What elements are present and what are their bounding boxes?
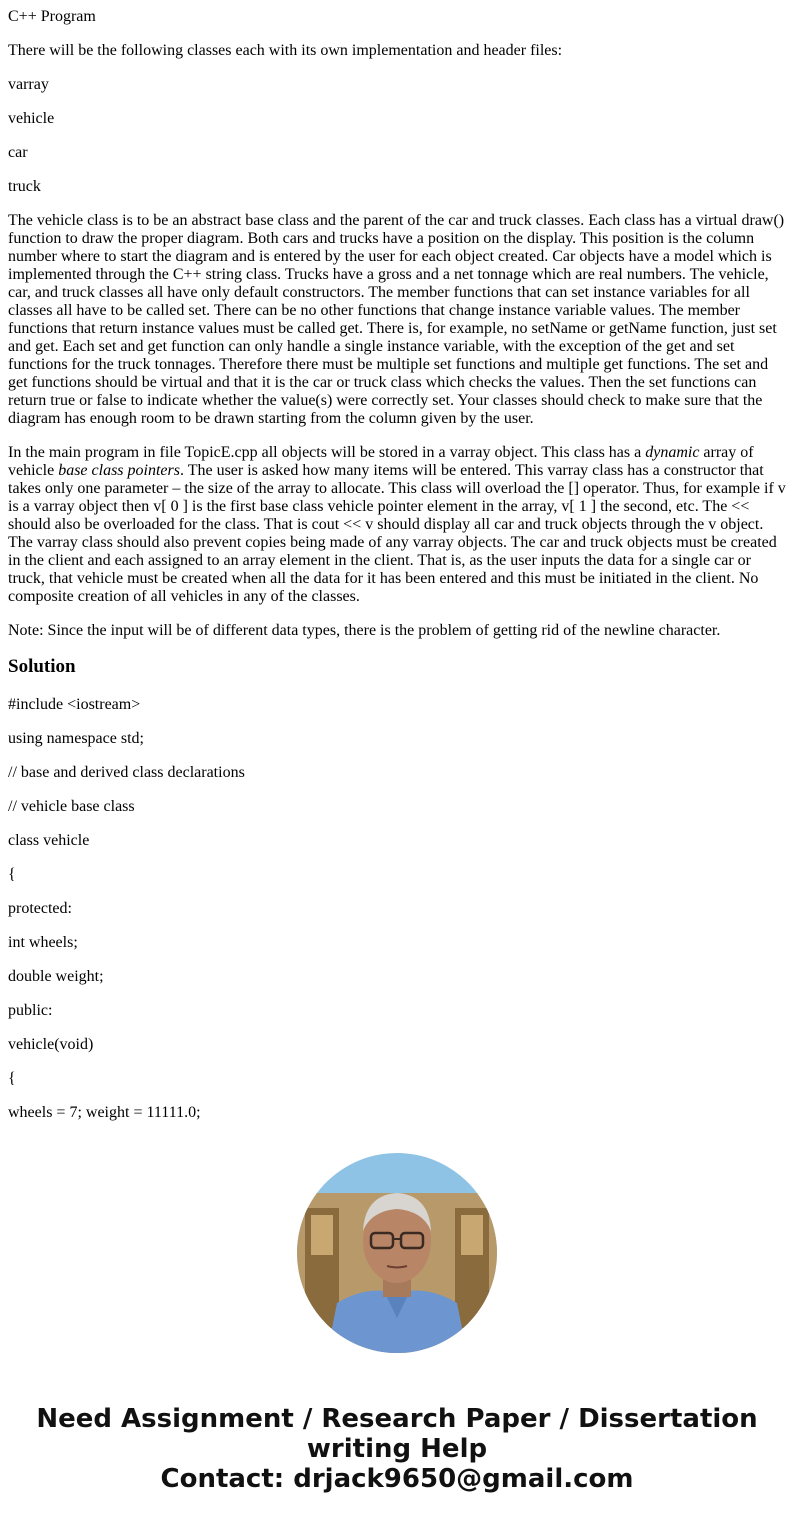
code-line: int wheels; [8,934,78,951]
tutor-portrait-icon [297,1153,497,1353]
requirements-paragraph-1: The vehicle class is to be an abstract base class and the parent of the car and truck classes. Each class has a virtual draw() function to draw the proper diagram. Both cars and trucks have a position on the display. This position is the column number where to start the diagram and is entered by the user for each object created. Car objects have a model which is implemented through the C++ string class. Trucks have a gross and a net tonnage which are real numbers. The vehicle, car, and truck classes all have only default constructors. The member functions that can set instance variables for all classes all have to be called set. There can be no other functions that change instance variable values. The member functions that return instance values must be called get. There is, for example, no setName or getName function, just set and get. Each set and get function can only handle a single instance variable, with the exception of the get and set functions for the truck tonnages. Therefore there must be multiple set functions and multiple get functions. The set and get functions should be virtual and that it is the car or truck class which checks the values. Then the set functions can return true or false to indicate whether the value(s) were correctly set. Your classes should check to make sure that the diagram has enough room to be drawn starting from the column given by the user. [8,212,785,427]
promo-banner-line-1: Need Assignment / Research Paper / Dissertation [36,1404,758,1434]
class-name-truck: truck [8,178,41,195]
code-line: double weight; [8,968,104,985]
tutor-avatar [297,1153,497,1353]
code-line: protected: [8,900,72,917]
input-note: Note: Since the input will be of different data types, there is the problem of getting rid of the newline character. [8,622,721,639]
promo-banner-contact: Contact: drjack9650@gmail.com [160,1464,634,1494]
p2-text-1: In the main program in file TopicE.cpp all objects will be stored in a varray object. This class has a [8,444,646,461]
p2-emphasis-pointers: base class pointers [58,462,180,479]
document-content [8,8,786,1138]
question-intro: There will be the following classes each with its own implementation and header files: [8,42,563,59]
code-line: // vehicle base class [8,798,135,815]
code-line: // base and derived class declarations [8,764,245,781]
class-name-varray: varray [8,76,49,93]
code-line: #include <iostream> [8,696,141,713]
promo-banner-line-2: writing Help [306,1434,488,1464]
code-line: { [8,866,16,883]
p2-emphasis-dynamic: dynamic [645,444,700,461]
question-title: C++ Program [8,8,96,25]
promo-banner [0,1404,794,1494]
solution-heading: Solution [8,656,76,677]
requirements-paragraph-2 [8,444,786,606]
class-name-car: car [8,144,28,161]
code-line: class vehicle [8,832,90,849]
portrait-panel-right [461,1215,483,1255]
code-line: public: [8,1002,53,1019]
class-name-vehicle: vehicle [8,110,55,127]
p2-text-3: . The user is asked how many items will be entered. This varray class has a constructor that takes only one parameter – the size of the array to allocate. This class will overload the [] operator. Thus, for example if v is a varray object then v[ 0 ] is the first base class vehicle pointer element in the array, v[ 1 ] the second, etc. The << should also be overloaded for the class. That is cout << v should display all car and truck objects through the v object. The varray class should also prevent copies being made of any varray objects. The car and truck objects must be created in the client and each assigned to an array element in the client. That is, as the user inputs the data for a single car or truck, that vehicle must be created when all the data for it has been entered and this must be initiated in the client. No composite creation of all vehicles in any of the classes. [8,462,786,605]
p2-text-2: array of vehicle [8,444,754,479]
code-line: { [8,1070,16,1087]
code-line: wheels = 7; weight = 11111.0; [8,1104,201,1121]
code-line: using namespace std; [8,730,144,747]
code-line: vehicle(void) [8,1036,94,1053]
portrait-panel-left [311,1215,333,1255]
